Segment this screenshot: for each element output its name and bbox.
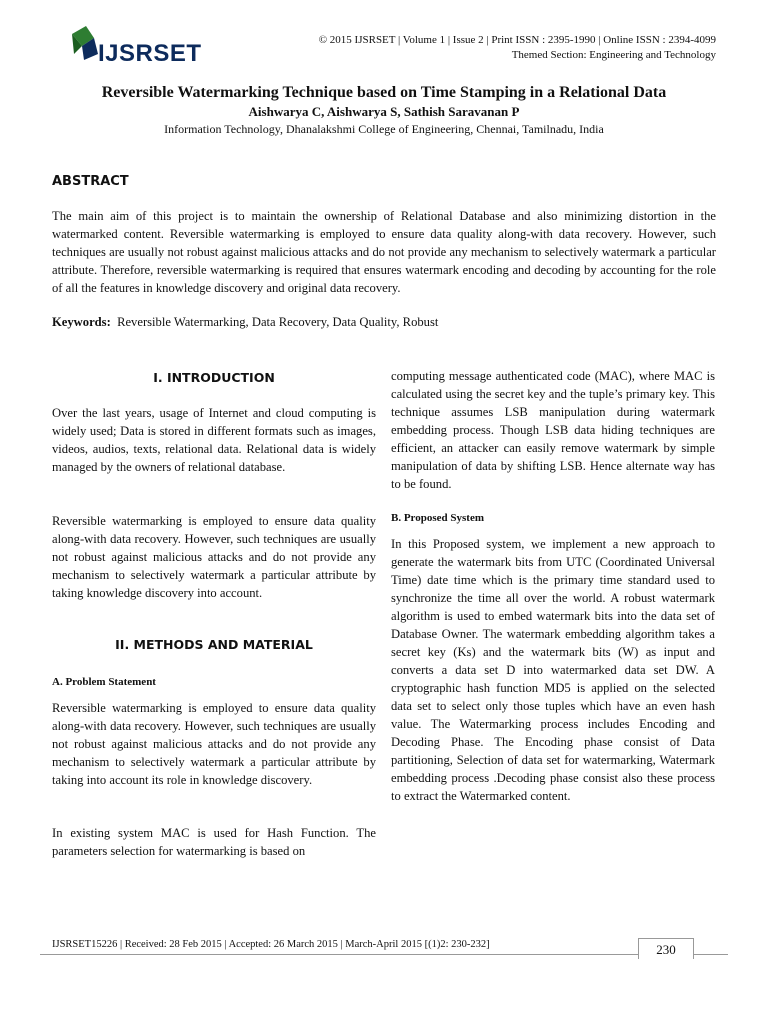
footer-citation: IJSRSET15226 | Received: 28 Feb 2015 | Accepted: 26 March 2015 | March-April 2015 [(1)2: 230-232]: [52, 939, 490, 950]
paper-affiliation: Information Technology, Dhanalakshmi College of Engineering, Chennai, Tamilnadu, India: [164, 122, 604, 136]
intro-paragraph-1: Over the last years, usage of Internet and cloud computing is widely used; Data is stored in different formats such as images, videos, audios, texts, relational data. Relational data is widely managed by the owners of relational database.: [52, 406, 376, 474]
themed-section: Themed Section: Engineering and Technology: [511, 49, 716, 61]
abstract-heading: ABSTRACT: [52, 174, 129, 189]
existing-system-paragraph-cont: computing message authenticated code (MAC), where MAC is calculated using the secret key and the tuple’s primary key. This technique assumes LSB manipulation during watermark embedding process. Though LSB data hiding techniques are efficient, an attacker can easily remove watermark by simple manipulation of data by shifting LSB. Hence alternate way has to be found.: [391, 369, 715, 491]
proposed-system-paragraph: In this Proposed system, we implement a new approach to generate the watermark bits from UTC (Coordinated Universal Time) date time which is the primary time standard used to synchronize the time all over the world. A robust watermark algorithm is used to embed watermark bits into the data set of Database Owner. The watermark embedding algorithm takes a secret key (Ks) and the watermark bits (W) as input and converts a data set D into watermarked data set DW. A cryptographic hash function MD5 is applied on the selected data set to select only those tuples which have an even hash value. The Watermarking process includes Encoding and Decoding Phase. The Encoding phase consist of Data partitioning, Selection of data set for watermarking, Watermark embedding process .Decoding phase consist also these process to extract the Watermarked content.: [391, 537, 715, 803]
logo-text: IJSRSET: [98, 40, 202, 67]
paper-title: Reversible Watermarking Technique based on Time Stamping in a Relational Data: [101, 84, 667, 101]
methods-heading: II. METHODS AND MATERIAL: [115, 637, 313, 652]
problem-statement-paragraph: Reversible watermarking is employed to ensure data quality along-with data recovery. However, such techniques are usually not robust against malicious attacks and do not provide any mechanism to selectively watermark a particular attribute by taking into account its role in knowledge discovery.: [52, 701, 376, 787]
abstract-text: The main aim of this project is to maintain the ownership of Relational Database and also minimizing distortion in the watermarked content. Reversible watermarking is employed to ensure data quality along-with data recovery. However, such techniques are usually not robust against malicious attacks and do not provide any mechanism to selectively watermark a particular attribute. Therefore, reversible watermarking is required that ensures watermark encoding and decoding by accounting for the role of all the features in knowledge discovery and original data recovery.: [52, 209, 716, 295]
introduction-heading: I. INTRODUCTION: [153, 370, 275, 385]
existing-system-paragraph: In existing system MAC is used for Hash Function. The parameters selection for watermarking is based on: [52, 826, 376, 858]
footer-rule: [40, 954, 728, 955]
intro-paragraph-2: Reversible watermarking is employed to ensure data quality along-with data recovery. However, such techniques are usually not robust against malicious attacks and do not provide any mechanism to selectively watermark a particular attribute by taking knowledge discovery into account.: [52, 514, 376, 600]
keywords: [52, 313, 716, 331]
keywords-label: Keywords:: [52, 315, 111, 329]
keywords-list: Reversible Watermarking, Data Recovery, Data Quality, Robust: [117, 315, 439, 329]
page-number-box: [638, 938, 694, 959]
paper-authors: Aishwarya C, Aishwarya S, Sathish Saravanan P: [248, 104, 520, 119]
problem-statement-heading: A. Problem Statement: [52, 676, 156, 688]
journal-info: © 2015 IJSRSET | Volume 1 | Issue 2 | Print ISSN : 2395-1990 | Online ISSN : 2394-4099: [318, 34, 716, 46]
journal-logo: [68, 24, 202, 70]
page-number: 230: [656, 942, 676, 957]
proposed-system-heading: B. Proposed System: [391, 512, 484, 524]
